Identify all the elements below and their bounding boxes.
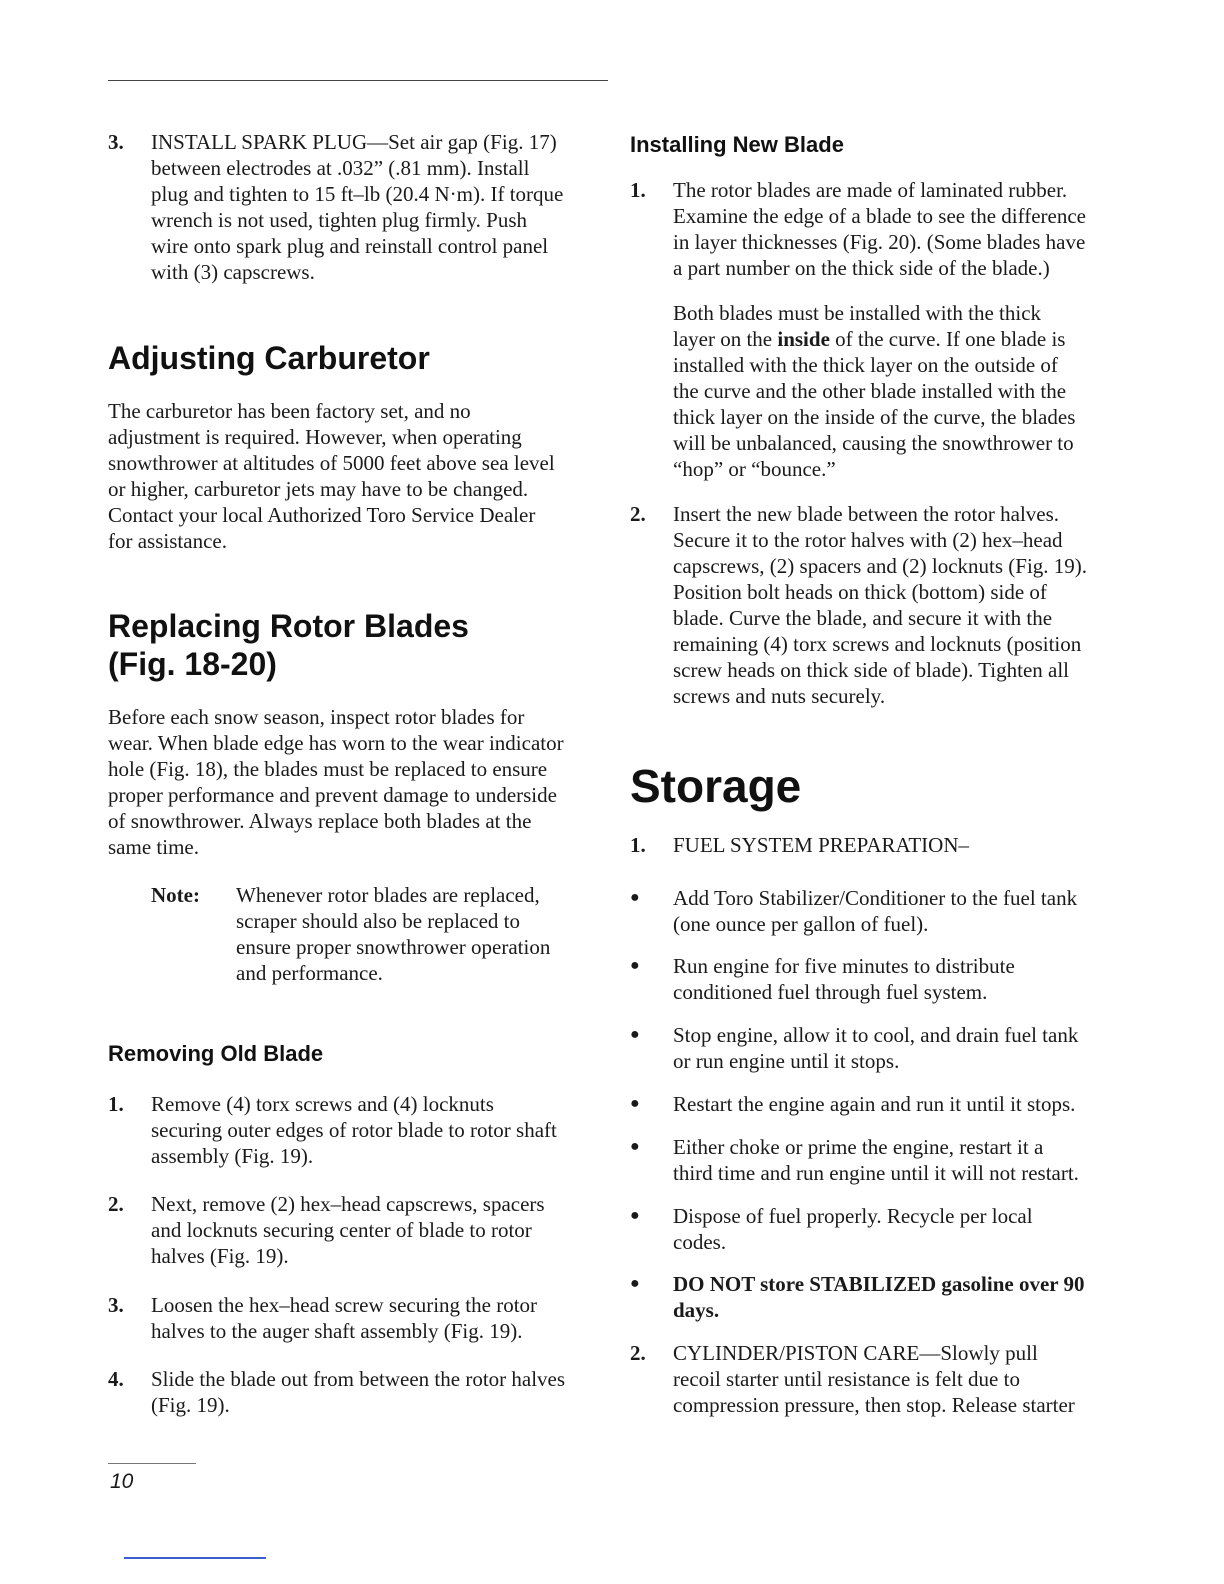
text-line: Slide the blade out from between the rotor halves (151, 1367, 566, 1391)
step-text (673, 177, 1110, 281)
header-rule (108, 80, 608, 81)
text-line: proper performance and prevent damage to underside (108, 783, 557, 807)
text-line: The carburetor has been factory set, and no (108, 399, 471, 423)
bullet-icon: ● (630, 1138, 640, 1155)
text-line: remaining (4) torx screws and locknuts (position (673, 632, 1082, 656)
bullet-item (630, 1203, 1110, 1255)
bullet-icon: ● (630, 1026, 640, 1043)
step-text (151, 1191, 598, 1269)
text-line: will be unbalanced, causing the snowthrower to (673, 431, 1074, 455)
text-line: codes. (673, 1230, 727, 1254)
text-line: Examine the edge of a blade to see the difference (673, 204, 1086, 228)
step-number: 1. (630, 178, 646, 202)
text-line: CYLINDER/PISTON CARE—Slowly pull (673, 1341, 1038, 1365)
text-line: INSTALL SPARK PLUG—Set air gap (Fig. 17) (151, 130, 557, 154)
install-step-1 (630, 177, 1110, 281)
text-line: screw heads on thick side of blade). Tighten all (673, 658, 1070, 682)
bullet-icon: ● (630, 957, 640, 974)
text-line: DO NOT store STABILIZED gasoline over 90 (673, 1272, 1085, 1296)
text-line: adjustment is required. However, when operating (108, 425, 522, 449)
text-line: Add Toro Stabilizer/Conditioner to the fuel tank (673, 886, 1078, 910)
text-line: and locknuts securing center of blade to rotor (151, 1218, 532, 1242)
text-line: Next, remove (2) hex–head capscrews, spacers (151, 1192, 545, 1216)
text-run: layer on the (673, 327, 778, 351)
bullet-text (673, 1022, 1110, 1074)
bullet-text (673, 1091, 1110, 1117)
bullet-item-warning (630, 1271, 1110, 1323)
heading-replacing-rotor-blades (108, 607, 469, 683)
text-line: Both blades must be installed with the thick (673, 301, 1042, 325)
text-line: Contact your local Authorized Toro Service Dealer (108, 503, 536, 527)
text-line: third time and run engine until it will not restart. (673, 1161, 1079, 1185)
heading-removing-old-blade: Removing Old Blade (108, 1041, 324, 1066)
bullet-item (630, 1134, 1110, 1186)
step-text (151, 1292, 598, 1344)
text-line: a part number on the thick side of the blade.) (673, 256, 1050, 280)
bullet-icon: ● (630, 889, 640, 906)
text-line: Either choke or prime the engine, restart it a (673, 1135, 1044, 1159)
step-install-spark-plug (108, 129, 598, 285)
remove-step-1 (108, 1091, 598, 1169)
text-line: scraper should also be replaced to (236, 909, 520, 933)
text-line: blade. Curve the blade, and secure it with the (673, 606, 1053, 630)
text-line: capscrews, (2) spacers and (2) locknuts (Fig. 19). (673, 554, 1088, 578)
text-line: Position bolt heads on thick (bottom) side of (673, 580, 1047, 604)
text-line: Remove (4) torx screws and (4) locknuts (151, 1092, 494, 1116)
step-text (151, 1366, 598, 1418)
text-line: Whenever rotor blades are replaced, (236, 883, 540, 907)
storage-step-1 (630, 832, 1110, 858)
footer-rule (108, 1463, 196, 1464)
bullet-item (630, 1022, 1110, 1074)
text-line: with (3) capscrews. (151, 260, 315, 284)
text-run: of the curve. If one blade is (829, 327, 1066, 351)
heading-adjusting-carburetor: Adjusting Carburetor (108, 340, 430, 376)
step-number: 3. (108, 130, 124, 154)
emphasis-inside: inside (777, 327, 830, 351)
heading-line: Replacing Rotor Blades (108, 608, 469, 644)
text-line: “hop” or “bounce.” (673, 457, 836, 481)
step-number: 4. (108, 1367, 124, 1391)
text-line: Stop engine, allow it to cool, and drain fuel tank (673, 1023, 1079, 1047)
text-line: assembly (Fig. 19). (151, 1144, 314, 1168)
text-line: recoil starter until resistance is felt due to (673, 1367, 1020, 1391)
step-number: 2. (108, 1192, 124, 1216)
text-line: same time. (108, 835, 199, 859)
text-line: Insert the new blade between the rotor halves. (673, 502, 1060, 526)
bullet-icon: ● (630, 1207, 640, 1224)
text-line: wire onto spark plug and reinstall control panel (151, 234, 549, 258)
note-text (236, 882, 591, 986)
text-line: Run engine for five minutes to distribute (673, 954, 1015, 978)
step-text (673, 501, 1110, 709)
text-line: wrench is not used, tighten plug firmly. Push (151, 208, 528, 232)
text-line: thick layer on the inside of the curve, the blades (673, 405, 1076, 429)
text-line: conditioned fuel through fuel system. (673, 980, 988, 1004)
text-line: plug and tighten to 15 ft–lb (20.4 N·m). If torque (151, 182, 564, 206)
bullet-icon: ● (630, 1095, 640, 1112)
text-line: the curve and the other blade installed with the (673, 379, 1067, 403)
bullet-icon: ● (630, 1275, 640, 1292)
text-line: days. (673, 1298, 720, 1322)
heading-line: (Fig. 18-20) (108, 646, 277, 682)
step-text (673, 1340, 1110, 1418)
text-line: or higher, carburetor jets may have to be changed. (108, 477, 529, 501)
note-block (151, 882, 591, 986)
text-line: (one ounce per gallon of fuel). (673, 912, 929, 936)
remove-step-4 (108, 1366, 598, 1418)
rotor-paragraph (108, 704, 598, 860)
scan-artifact-line (124, 1557, 266, 1559)
step-number: 1. (630, 833, 646, 857)
heading-installing-new-blade: Installing New Blade (630, 132, 844, 157)
step-number: 3. (108, 1293, 124, 1317)
text-line: The rotor blades are made of laminated rubber. (673, 178, 1068, 202)
carburetor-paragraph (108, 398, 598, 554)
bullet-item (630, 885, 1110, 937)
text-line: in layer thicknesses (Fig. 20). (Some blades have (673, 230, 1086, 254)
install-paragraph (673, 300, 1110, 482)
step-number: 2. (630, 1341, 646, 1365)
text-line (673, 326, 1110, 352)
bullet-text (673, 1271, 1110, 1323)
text-line: or run engine until it stops. (673, 1049, 900, 1073)
heading-storage: Storage (630, 760, 802, 812)
text-line: halves to the auger shaft assembly (Fig. 19). (151, 1319, 523, 1343)
text-line: Dispose of fuel properly. Recycle per local (673, 1204, 1033, 1228)
text-line: between electrodes at .032” (.81 mm). Install (151, 156, 530, 180)
text-line: ensure proper snowthrower operation (236, 935, 551, 959)
text-line: snowthrower at altitudes of 5000 feet above sea level (108, 451, 555, 475)
text-line: halves (Fig. 19). (151, 1244, 289, 1268)
bullet-item (630, 1091, 1110, 1117)
text-line: securing outer edges of rotor blade to rotor shaft (151, 1118, 557, 1142)
storage-step-2 (630, 1340, 1110, 1418)
text-line: Loosen the hex–head screw securing the rotor (151, 1293, 538, 1317)
step-number: 2. (630, 502, 646, 526)
install-step-2 (630, 501, 1110, 709)
text-line: compression pressure, then stop. Release starter (673, 1393, 1075, 1417)
text-line: wear. When blade edge has worn to the wear indicator (108, 731, 564, 755)
bullet-item (630, 953, 1110, 1005)
bullet-text (673, 885, 1110, 937)
text-line: installed with the thick layer on the outside of (673, 353, 1058, 377)
page-number: 10 (110, 1470, 134, 1493)
step-text (151, 129, 598, 285)
bullet-text (673, 1134, 1110, 1186)
step-text: FUEL SYSTEM PREPARATION– (673, 833, 969, 857)
text-line: and performance. (236, 961, 383, 985)
text-line: Before each snow season, inspect rotor blades for (108, 705, 525, 729)
text-line: for assistance. (108, 529, 227, 553)
text-line: hole (Fig. 18), the blades must be replaced to ensure (108, 757, 548, 781)
step-number: 1. (108, 1092, 124, 1116)
step-text (151, 1091, 598, 1169)
text-line: of snowthrower. Always replace both blades at the (108, 809, 532, 833)
remove-step-2 (108, 1191, 598, 1269)
text-line: (Fig. 19). (151, 1393, 230, 1417)
remove-step-3 (108, 1292, 598, 1344)
text-line: screws and nuts securely. (673, 684, 886, 708)
note-label: Note: (151, 883, 200, 907)
bullet-text (673, 953, 1110, 1005)
text-line: Secure it to the rotor halves with (2) hex–head (673, 528, 1063, 552)
bullet-text (673, 1203, 1110, 1255)
text-line: Restart the engine again and run it until it stops. (673, 1092, 1076, 1116)
